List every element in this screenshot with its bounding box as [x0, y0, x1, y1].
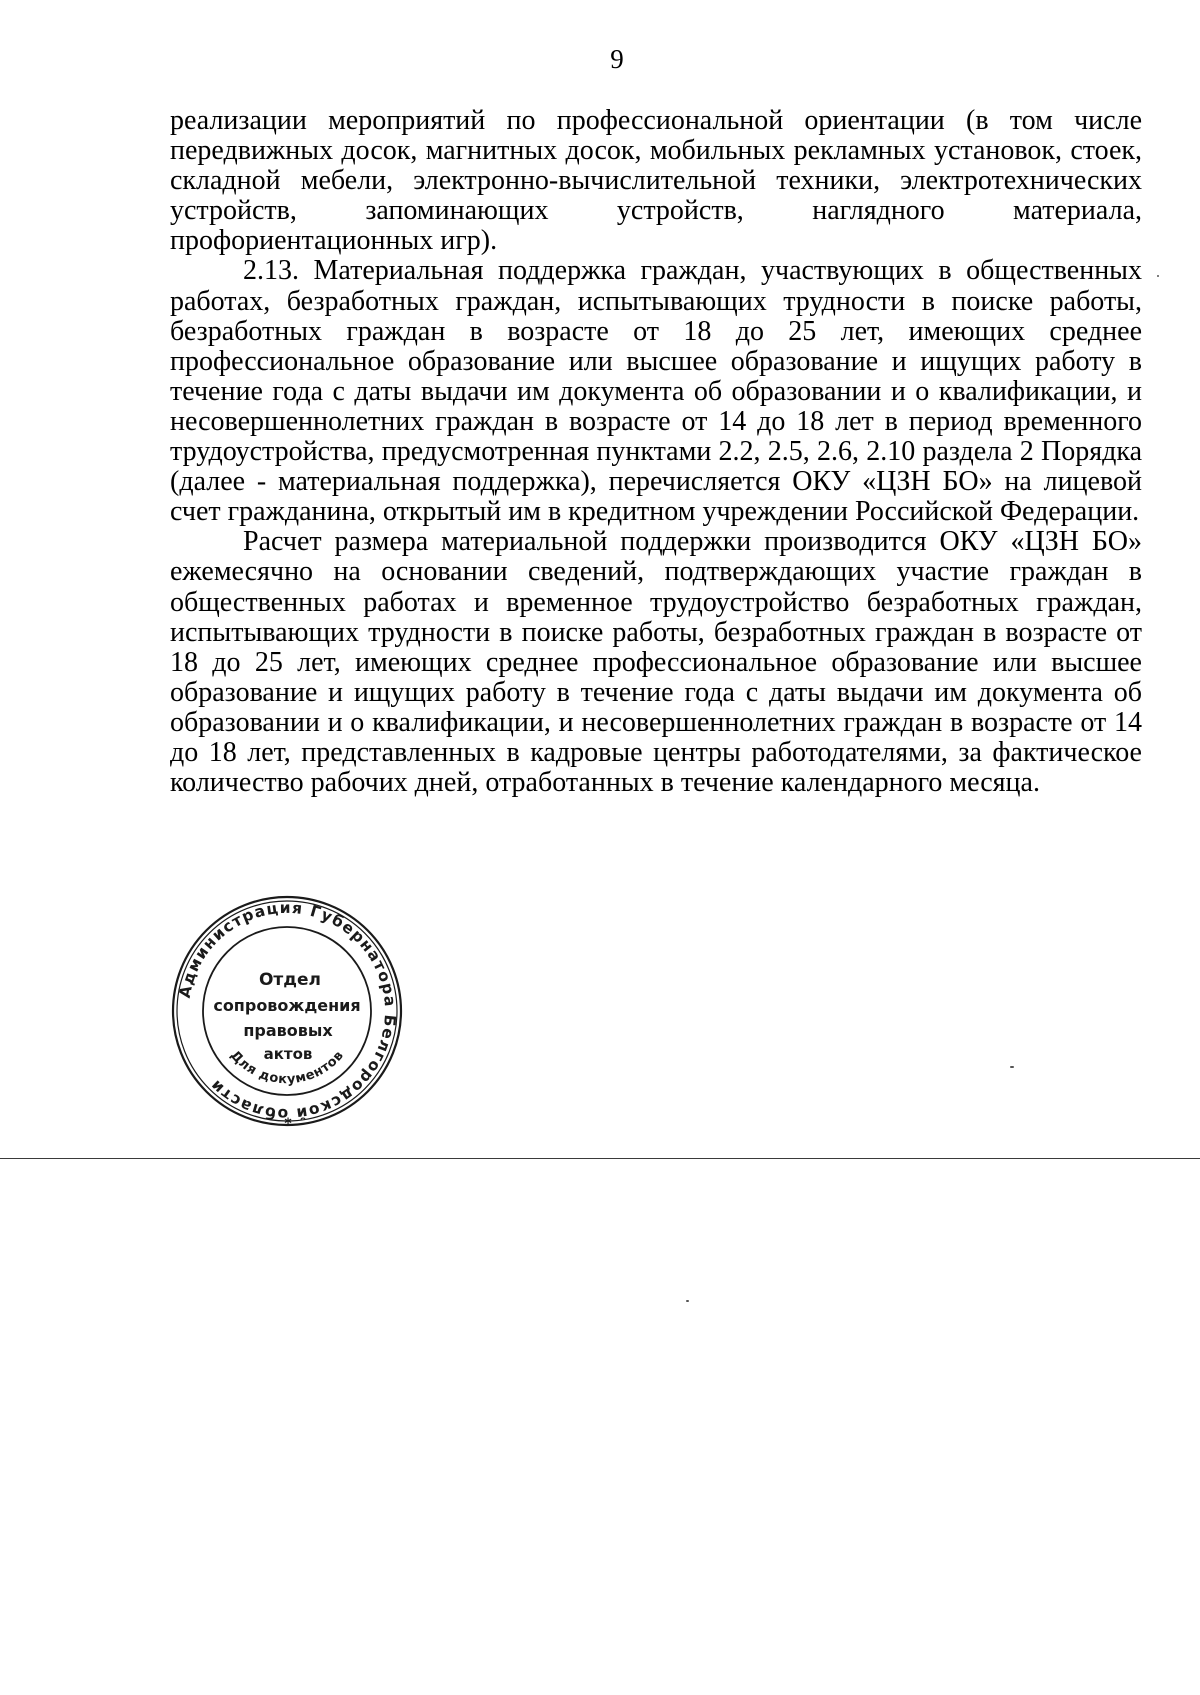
scan-speck: [1010, 1066, 1014, 1068]
stamp-center-line-2: сопровождения: [213, 996, 361, 1015]
stamp-inner-text: Для документов: [226, 1048, 347, 1088]
stamp-bottom-mark: *: [284, 1116, 292, 1128]
official-stamp: [170, 894, 404, 1128]
stamp-center-line-3: правовых: [243, 1021, 333, 1040]
paragraph-calculation: Расчет размера материальной поддержки производится ОКУ «ЦЗН БО» ежемесячно на основании сведений, подтверждающих участие граждан в общественных работах и временное трудоустройство безработных граждан, испытывающих трудности в поиске работы, безработных граждан в возрасте от 18 до 25 лет, имеющих среднее профессиональное образование или высшее образование и ищущих работу в течение года с даты выдачи им документа об образовании и о квалификации, и несовершеннолетних граждан в возрасте от 14 до 18 лет, представленных в кадровые центры работодателями, за фактическое количество рабочих дней, отработанных в течение календарного месяца.: [170, 526, 1142, 799]
page-number: 9: [610, 44, 624, 74]
scan-speck: [686, 1300, 689, 1302]
paragraph-2-13: 2.13. Материальная поддержка граждан, участвующих в общественных работах, безработных граждан, испытывающих трудности в поиске работы, безработных граждан в возрасте от 18 до 25 лет, имеющих среднее профессиональное образование или высшее образование и ищущих работу в течение года с даты выдачи им документа об образовании и о квалификации, и несовершеннолетних граждан в возрасте от 14 до 18 лет в период временного трудоустройства, предусмотренная пунктами 2.2, 2.5, 2.6, 2.10 раздела 2 Порядка (далее - материальная поддержка), перечисляется ОКУ «ЦЗН БО» на лицевой счет гражданина, открытый им в кредитном учреждении Российской Федерации.: [170, 255, 1142, 528]
paragraph-continuation: реализации мероприятий по профессиональной ориентации (в том числе передвижных досок, магнитных досок, мобильных рекламных установок, стоек, складной мебели, электронно-вычислительной техники, электротехнических устройств, запоминающих устройств, наглядного материала, профориентационных игр).: [170, 105, 1142, 257]
stamp-seal: [170, 894, 404, 1128]
scan-speck: [1157, 275, 1159, 277]
document-body: [170, 106, 1142, 798]
page-separator-line: [0, 1158, 1200, 1159]
stamp-center-line-4: актов: [263, 1045, 313, 1063]
stamp-center-line-1: Отдел: [258, 970, 322, 990]
stamp-outer-text: Администрация Губернатора Белгородской области: [175, 898, 400, 1124]
